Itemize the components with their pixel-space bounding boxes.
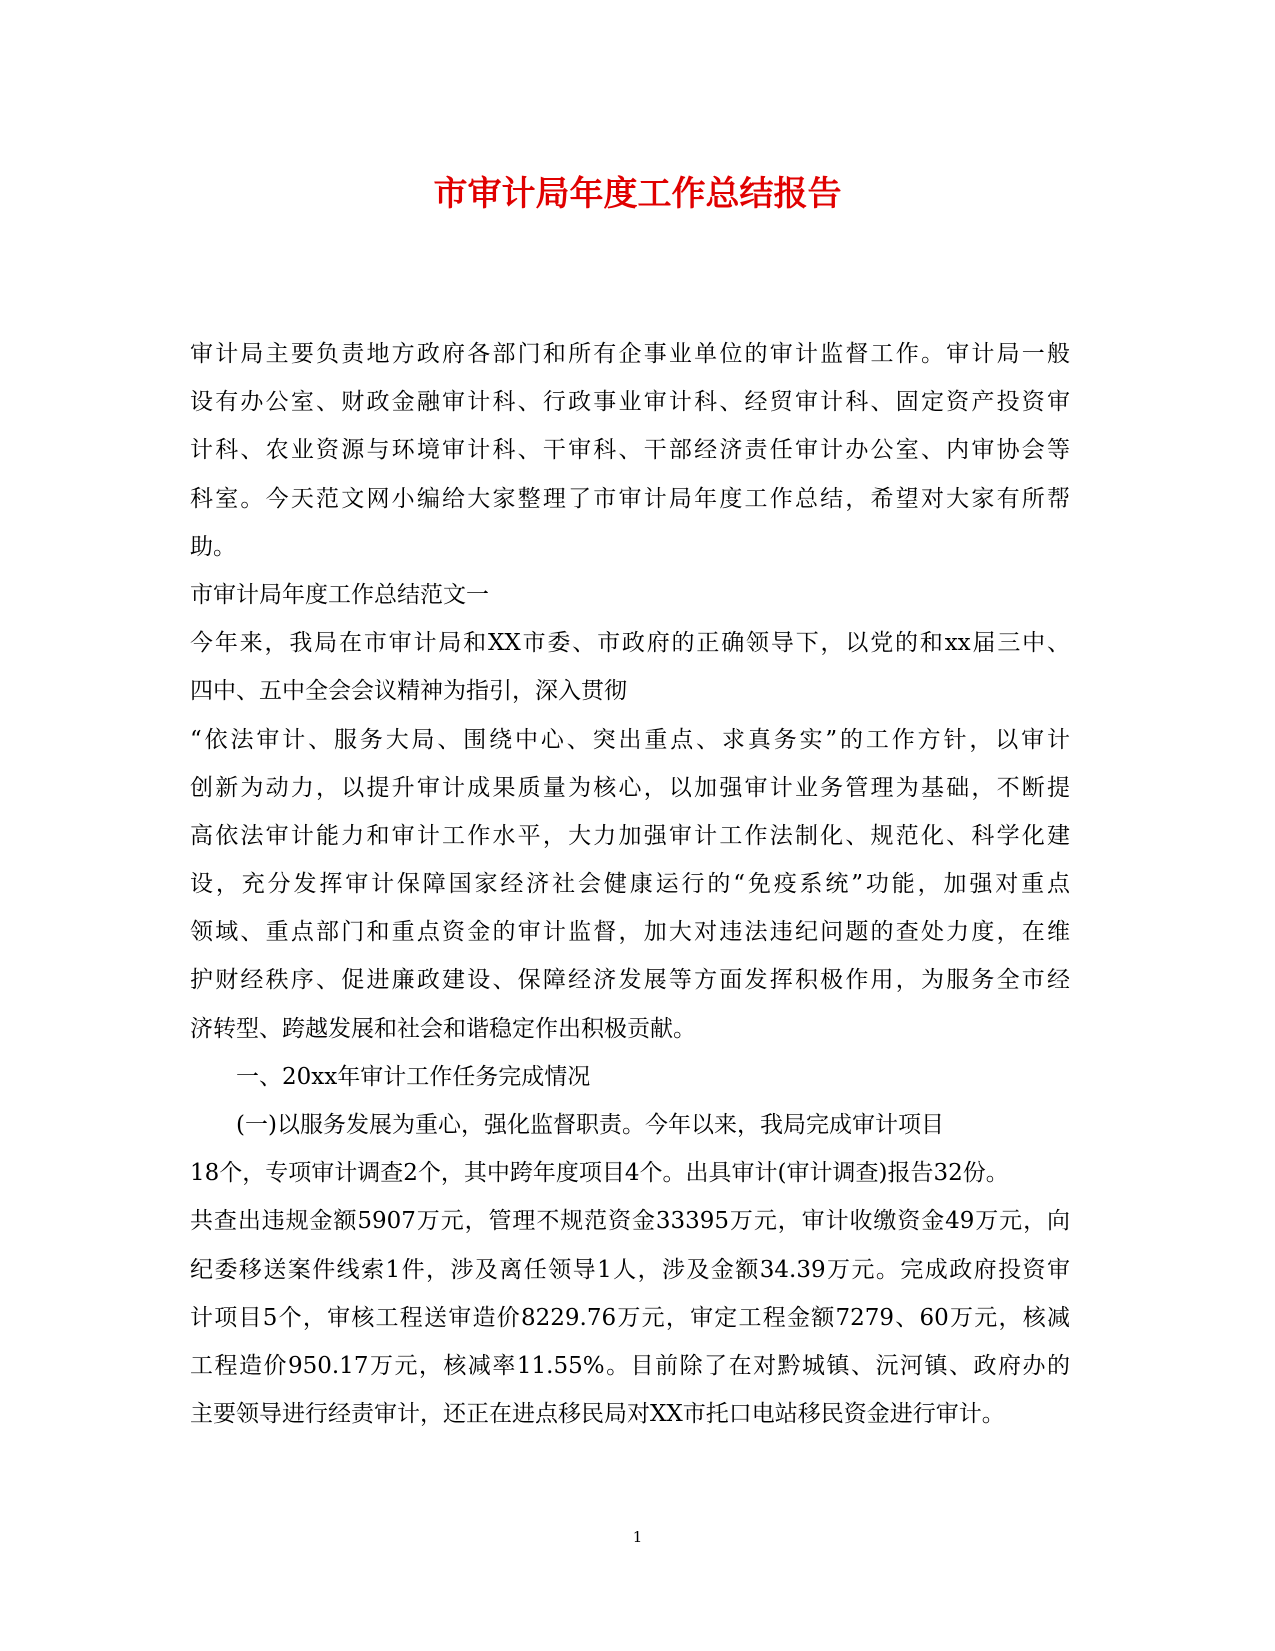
- body-line: 领域、重点部门和重点资金的审计监督，加大对违法违纪问题的查处力度，在维: [190, 919, 1070, 946]
- body-line: 济转型、跨越发展和社会和谐稳定作出积极贡献。: [190, 1015, 696, 1042]
- body-line: “依法审计、服务大局、围绕中心、突出重点、求真务实”的工作方针，以审计: [190, 726, 1070, 753]
- body-line: 18个，专项审计调查2个，其中跨年度项目4个。出具审计(审计调查)报告32份。: [190, 1160, 1009, 1187]
- body-line: 科室。今天范文网小编给大家整理了市审计局年度工作总结，希望对大家有所帮: [190, 485, 1070, 512]
- body-line: (一)以服务发展为重心，强化监督职责。今年以来，我局完成审计项目: [236, 1112, 944, 1138]
- body-line: 今年来，我局在市审计局和XX市委、市政府的正确领导下，以党的和xx届三中、: [190, 630, 1070, 657]
- body-line: 纪委移送案件线索1件，涉及离任领导1人，涉及金额34.39万元。完成政府投资审: [190, 1256, 1070, 1283]
- body-line: 四中、五中全会会议精神为指引，深入贯彻: [190, 678, 627, 705]
- body-line: 设，充分发挥审计保障国家经济社会健康运行的“免疫系统”功能，加强对重点: [190, 871, 1070, 898]
- body-line: 审计局主要负责地方政府各部门和所有企事业单位的审计监督工作。审计局一般: [190, 341, 1070, 367]
- document-title: 市审计局年度工作总结报告: [433, 174, 842, 214]
- page-number: 1: [632, 1528, 643, 1546]
- body-line: 助。: [190, 533, 236, 560]
- body-line: 主要领导进行经责审计，还正在进点移民局对XX市托口电站移民资金进行审计。: [190, 1401, 1005, 1428]
- body-line: 创新为动力，以提升审计成果质量为核心，以加强审计业务管理为基础，不断提: [190, 774, 1070, 801]
- body-line: 设有办公室、财政金融审计科、行政事业审计科、经贸审计科、固定资产投资审: [190, 389, 1070, 416]
- body-line: 高依法审计能力和审计工作水平，大力加强审计工作法制化、规范化、科学化建: [190, 822, 1070, 849]
- section-heading: 市审计局年度工作总结范文一: [190, 581, 489, 608]
- body-line: 护财经秩序、促进廉政建设、保障经济发展等方面发挥积极作用，为服务全市经: [190, 967, 1070, 994]
- body-line: 共查出违规金额5907万元，管理不规范资金33395万元，审计收缴资金49万元，向: [190, 1208, 1070, 1235]
- body-line: 计科、农业资源与环境审计科、干审科、干部经济责任审计办公室、内审协会等: [190, 437, 1070, 464]
- subsection-heading: 一、20xx年审计工作任务完成情况: [236, 1063, 591, 1090]
- body-line: 计项目5个，审核工程送审造价8229.76万元，审定工程金额7279、60万元，核减: [190, 1304, 1070, 1331]
- body-line: 工程造价950.17万元，核减率11.55%。目前除了在对黔城镇、沅河镇、政府办的: [190, 1352, 1070, 1379]
- document-body: [190, 330, 1070, 1438]
